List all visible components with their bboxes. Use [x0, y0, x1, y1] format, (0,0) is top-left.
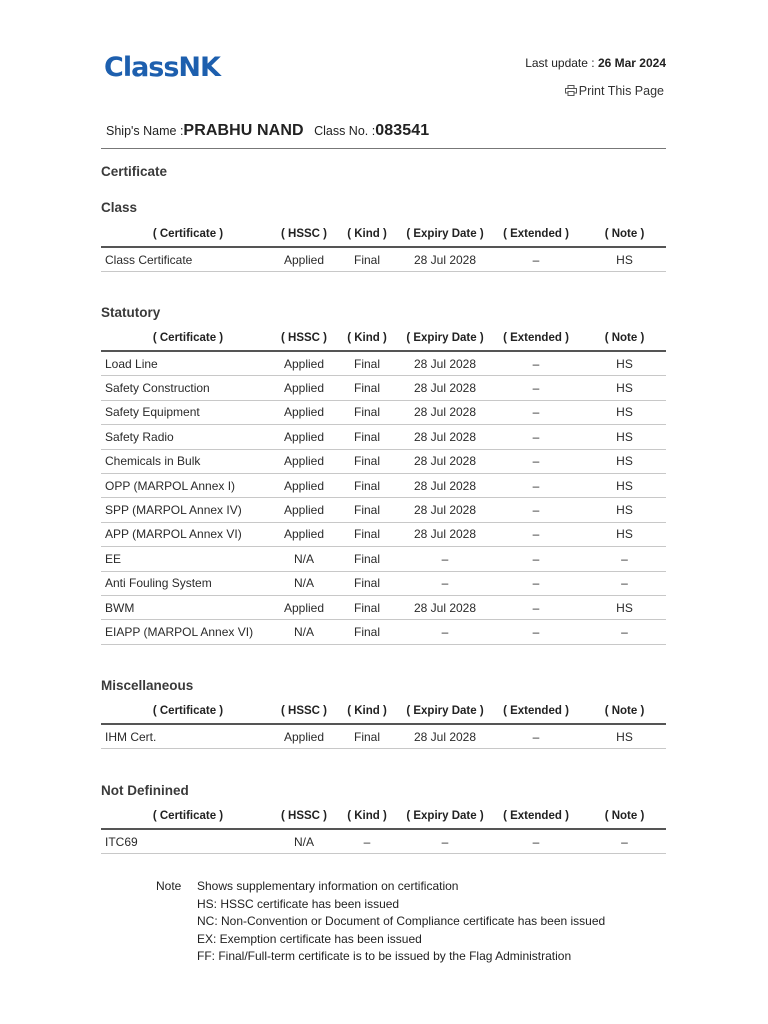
ship-name-value: PRABHU NAND: [183, 122, 304, 139]
col-extended-cell: –: [489, 351, 583, 376]
col-note-cell: –: [583, 571, 666, 595]
col-extended-cell: –: [489, 498, 583, 522]
ship-name-label: Ship's Name :: [106, 124, 184, 138]
table-row: [101, 724, 666, 749]
col-kind-cell: Final: [333, 595, 401, 619]
col-expiry-date-cell: 28 Jul 2028: [401, 247, 489, 272]
col-extended-cell: –: [489, 620, 583, 644]
class-section-title: Class: [101, 200, 138, 215]
col-hssc-cell: Applied: [275, 376, 333, 400]
col-expiry-date-header: ( Expiry Date ): [401, 326, 489, 351]
col-expiry-date-cell: 28 Jul 2028: [401, 473, 489, 497]
col-note-cell: HS: [583, 449, 666, 473]
col-expiry-date-cell: 28 Jul 2028: [401, 425, 489, 449]
print-label: Print This Page: [578, 84, 664, 98]
col-certificate-cell: APP (MARPOL Annex VI): [101, 522, 275, 546]
col-extended-header: ( Extended ): [489, 326, 583, 351]
table-row: [101, 449, 666, 473]
col-note-cell: HS: [583, 498, 666, 522]
col-kind-cell: Final: [333, 400, 401, 424]
statutory-table: [101, 326, 666, 645]
class-no-value: 083541: [375, 122, 430, 139]
col-kind-header: ( Kind ): [333, 326, 401, 351]
col-kind-cell: Final: [333, 425, 401, 449]
col-extended-header: ( Extended ): [489, 222, 583, 247]
col-extended-cell: –: [489, 829, 583, 854]
col-certificate-header: ( Certificate ): [101, 326, 275, 351]
col-hssc-cell: Applied: [275, 724, 333, 749]
col-kind-cell: Final: [333, 620, 401, 644]
col-extended-cell: –: [489, 247, 583, 272]
col-extended-cell: –: [489, 547, 583, 571]
table-row: [101, 829, 666, 854]
col-note-cell: HS: [583, 473, 666, 497]
table-row: [101, 247, 666, 272]
col-kind-cell: Final: [333, 547, 401, 571]
col-hssc-cell: Applied: [275, 247, 333, 272]
table-row: [101, 620, 666, 644]
col-kind-cell: Final: [333, 522, 401, 546]
col-kind-cell: –: [333, 829, 401, 854]
col-note-cell: HS: [583, 376, 666, 400]
col-certificate-cell: ITC69: [101, 829, 275, 854]
col-hssc-cell: N/A: [275, 571, 333, 595]
misc-table: [101, 699, 666, 749]
col-extended-cell: –: [489, 473, 583, 497]
col-certificate-header: ( Certificate ): [101, 699, 275, 724]
col-expiry-date-cell: 28 Jul 2028: [401, 522, 489, 546]
col-hssc-cell: Applied: [275, 595, 333, 619]
notes-lines: [197, 878, 605, 966]
certificate-heading: Certificate: [101, 164, 168, 179]
col-certificate-cell: Anti Fouling System: [101, 571, 275, 595]
col-certificate-header: ( Certificate ): [101, 222, 275, 247]
col-expiry-date-cell: –: [401, 571, 489, 595]
class-no-label: Class No. :: [314, 124, 376, 138]
note-line: FF: Final/Full-term certificate is to be issued by the Flag Administration: [197, 949, 572, 964]
col-expiry-date-cell: 28 Jul 2028: [401, 400, 489, 424]
col-expiry-date-cell: 28 Jul 2028: [401, 351, 489, 376]
col-hssc-header: ( HSSC ): [275, 326, 333, 351]
col-certificate-cell: EE: [101, 547, 275, 571]
col-hssc-cell: Applied: [275, 351, 333, 376]
header-divider: [101, 148, 666, 149]
col-kind-header: ( Kind ): [333, 699, 401, 724]
col-certificate-cell: EIAPP (MARPOL Annex VI): [101, 620, 275, 644]
table-row: [101, 473, 666, 497]
col-kind-header: ( Kind ): [333, 222, 401, 247]
col-note-cell: –: [583, 829, 666, 854]
notes-label: Note: [156, 879, 182, 893]
col-certificate-cell: Safety Radio: [101, 425, 275, 449]
col-hssc-cell: Applied: [275, 498, 333, 522]
col-extended-cell: –: [489, 376, 583, 400]
note-line: EX: Exemption certificate has been issued: [197, 931, 422, 946]
table-row: [101, 498, 666, 522]
table-row: [101, 351, 666, 376]
col-hssc-header: ( HSSC ): [275, 699, 333, 724]
col-note-cell: HS: [583, 400, 666, 424]
col-certificate-header: ( Certificate ): [101, 804, 275, 829]
col-kind-header: ( Kind ): [333, 804, 401, 829]
note-line: HS: HSSC certificate has been issued: [197, 896, 400, 911]
col-extended-cell: –: [489, 425, 583, 449]
table-row: [101, 571, 666, 595]
note-line: NC: Non-Convention or Document of Compliance certificate has been issued: [197, 914, 606, 929]
col-hssc-cell: Applied: [275, 473, 333, 497]
table-header-row: [101, 222, 666, 247]
col-kind-cell: Final: [333, 498, 401, 522]
col-extended-header: ( Extended ): [489, 804, 583, 829]
col-expiry-date-cell: 28 Jul 2028: [401, 449, 489, 473]
col-certificate-cell: Load Line: [101, 351, 275, 376]
statutory-section-title: Statutory: [101, 305, 161, 320]
col-hssc-cell: Applied: [275, 522, 333, 546]
col-extended-cell: –: [489, 400, 583, 424]
table-header-row: [101, 804, 666, 829]
col-hssc-cell: Applied: [275, 449, 333, 473]
class-table: [101, 222, 666, 272]
col-extended-cell: –: [489, 522, 583, 546]
col-kind-cell: Final: [333, 247, 401, 272]
col-hssc-header: ( HSSC ): [275, 222, 333, 247]
table-row: [101, 376, 666, 400]
col-certificate-cell: BWM: [101, 595, 275, 619]
col-kind-cell: Final: [333, 351, 401, 376]
col-certificate-cell: Chemicals in Bulk: [101, 449, 275, 473]
col-extended-cell: –: [489, 449, 583, 473]
not-defined-table: [101, 804, 666, 854]
col-note-header: ( Note ): [583, 222, 666, 247]
col-expiry-date-cell: 28 Jul 2028: [401, 498, 489, 522]
col-kind-cell: Final: [333, 571, 401, 595]
printer-icon: [565, 85, 577, 96]
col-kind-cell: Final: [333, 473, 401, 497]
col-expiry-date-cell: –: [401, 620, 489, 644]
col-extended-cell: –: [489, 595, 583, 619]
ship-info: [106, 122, 664, 140]
col-note-cell: HS: [583, 247, 666, 272]
print-page-link[interactable]: [565, 84, 664, 98]
col-hssc-cell: N/A: [275, 547, 333, 571]
classnk-logo[interactable]: ClassNK: [104, 52, 220, 83]
col-note-cell: HS: [583, 522, 666, 546]
table-header-row: [101, 326, 666, 351]
col-expiry-date-cell: 28 Jul 2028: [401, 376, 489, 400]
col-certificate-cell: Safety Equipment: [101, 400, 275, 424]
note-line: Shows supplementary information on certification: [197, 879, 459, 893]
col-note-header: ( Note ): [583, 699, 666, 724]
col-extended-cell: –: [489, 571, 583, 595]
col-certificate-cell: IHM Cert.: [101, 724, 275, 749]
col-certificate-cell: SPP (MARPOL Annex IV): [101, 498, 275, 522]
table-row: [101, 595, 666, 619]
col-hssc-cell: N/A: [275, 829, 333, 854]
col-certificate-cell: Class Certificate: [101, 247, 275, 272]
col-note-cell: –: [583, 620, 666, 644]
col-expiry-date-header: ( Expiry Date ): [401, 222, 489, 247]
col-expiry-date-cell: –: [401, 547, 489, 571]
col-expiry-date-cell: 28 Jul 2028: [401, 595, 489, 619]
col-certificate-cell: OPP (MARPOL Annex I): [101, 473, 275, 497]
col-hssc-cell: Applied: [275, 400, 333, 424]
col-hssc-cell: N/A: [275, 620, 333, 644]
col-expiry-date-cell: –: [401, 829, 489, 854]
col-kind-cell: Final: [333, 724, 401, 749]
last-update: [525, 56, 666, 70]
col-note-cell: HS: [583, 595, 666, 619]
table-row: [101, 547, 666, 571]
col-extended-cell: –: [489, 724, 583, 749]
table-row: [101, 400, 666, 424]
table-row: [101, 425, 666, 449]
col-note-cell: HS: [583, 351, 666, 376]
col-certificate-cell: Safety Construction: [101, 376, 275, 400]
col-expiry-date-cell: 28 Jul 2028: [401, 724, 489, 749]
col-kind-cell: Final: [333, 376, 401, 400]
col-hssc-header: ( HSSC ): [275, 804, 333, 829]
col-expiry-date-header: ( Expiry Date ): [401, 699, 489, 724]
col-note-cell: HS: [583, 724, 666, 749]
col-kind-cell: Final: [333, 449, 401, 473]
col-extended-header: ( Extended ): [489, 699, 583, 724]
col-expiry-date-header: ( Expiry Date ): [401, 804, 489, 829]
last-update-label: Last update :: [525, 56, 598, 70]
misc-section-title: Miscellaneous: [101, 678, 194, 693]
last-update-value: 26 Mar 2024: [597, 56, 666, 70]
col-note-header: ( Note ): [583, 326, 666, 351]
table-header-row: [101, 699, 666, 724]
table-row: [101, 522, 666, 546]
not-defined-section-title: Not Definined: [101, 783, 189, 798]
col-note-cell: –: [583, 547, 666, 571]
col-note-header: ( Note ): [583, 804, 666, 829]
col-hssc-cell: Applied: [275, 425, 333, 449]
col-note-cell: HS: [583, 425, 666, 449]
